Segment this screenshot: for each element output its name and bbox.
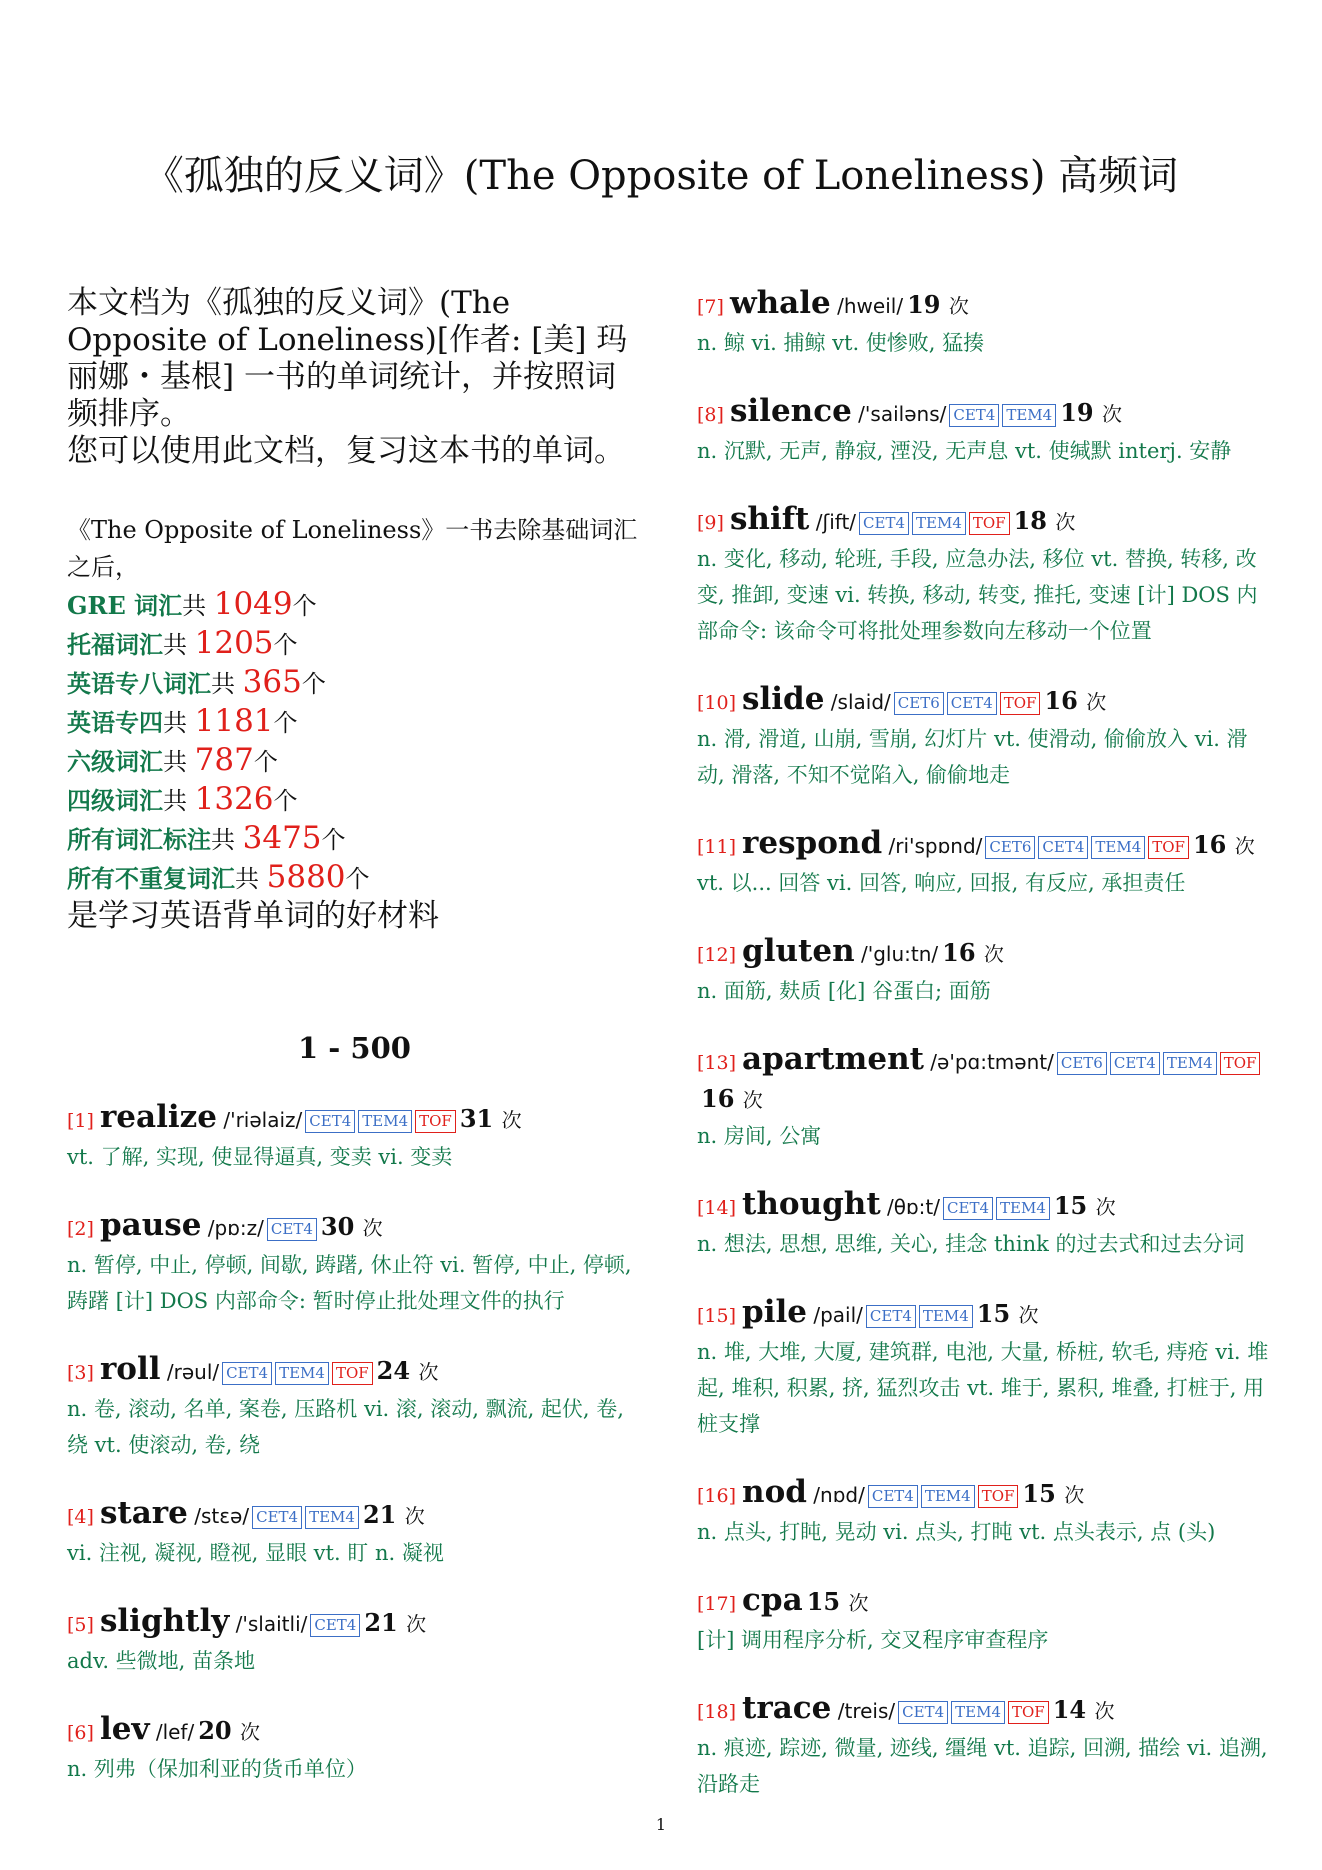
stat-label: 英语专八词汇 bbox=[67, 669, 211, 698]
stat-line bbox=[67, 820, 642, 859]
entry-count: 14 次 bbox=[1052, 1695, 1115, 1724]
entry-head bbox=[697, 501, 1272, 541]
range-heading: 1 - 500 bbox=[298, 1031, 411, 1065]
entry-phonetic: /θɒ:t/ bbox=[880, 1195, 941, 1219]
entry-count: 31 次 bbox=[459, 1104, 522, 1133]
times-unit: 次 bbox=[418, 1360, 439, 1384]
stat-mid: 共 bbox=[211, 826, 243, 854]
stat-unit: 个 bbox=[273, 709, 298, 737]
entry-count: 16 次 bbox=[1044, 686, 1107, 715]
level-tag: CET4 bbox=[866, 1305, 916, 1328]
entry-word: shift bbox=[729, 501, 810, 537]
level-tag: TOF bbox=[978, 1485, 1019, 1508]
entry-count: 15 次 bbox=[1022, 1479, 1085, 1508]
times-unit: 次 bbox=[1018, 1303, 1039, 1327]
entry-phonetic: /pɒ:z/ bbox=[201, 1216, 264, 1240]
entry-index: [6] bbox=[67, 1722, 100, 1744]
left-column bbox=[67, 285, 642, 1819]
times-unit: 次 bbox=[362, 1216, 383, 1240]
entry-index: [1] bbox=[67, 1110, 100, 1132]
word-entry bbox=[67, 1351, 642, 1463]
word-entry bbox=[697, 1690, 1272, 1802]
entry-count: 16 次 bbox=[1192, 830, 1255, 859]
level-tag: TEM4 bbox=[358, 1110, 412, 1133]
times-unit: 次 bbox=[404, 1504, 425, 1528]
entry-phonetic: /treis/ bbox=[831, 1699, 896, 1723]
stat-unit: 个 bbox=[321, 826, 346, 854]
entry-index: [11] bbox=[697, 836, 743, 858]
level-tag: CET4 bbox=[222, 1362, 272, 1385]
entry-index: [4] bbox=[67, 1506, 100, 1528]
entry-index: [13] bbox=[697, 1052, 743, 1074]
entry-definition: n. 面筋, 麸质 [化] 谷蛋白; 面筋 bbox=[697, 979, 991, 1003]
entry-head bbox=[697, 1690, 1272, 1730]
entry-head bbox=[67, 1207, 642, 1247]
level-tag: CET4 bbox=[252, 1506, 302, 1529]
entry-count: 16 次 bbox=[701, 1084, 763, 1113]
entry-count: 15 次 bbox=[806, 1587, 869, 1616]
entry-definition: n. 列弗（保加利亚的货币单位） bbox=[67, 1757, 367, 1781]
times-unit: 次 bbox=[501, 1108, 522, 1132]
entry-word: lev bbox=[99, 1711, 150, 1747]
entry-phonetic: /hweil/ bbox=[830, 294, 904, 318]
level-tag: TOF bbox=[969, 512, 1010, 535]
stat-line bbox=[67, 859, 642, 898]
entry-phonetic: /rəul/ bbox=[160, 1360, 220, 1384]
entry-definition: n. 房间, 公寓 bbox=[697, 1124, 822, 1148]
entry-phonetic: /stɛə/ bbox=[187, 1504, 250, 1528]
entry-index: [5] bbox=[67, 1614, 100, 1636]
entry-definition: [计] 调用程序分析, 交叉程序审查程序 bbox=[697, 1628, 1049, 1652]
entry-head bbox=[697, 393, 1272, 433]
entry-definition: vt. 以... 回答 vi. 回答, 响应, 回报, 有反应, 承担责任 bbox=[697, 871, 1186, 895]
entry-phonetic: /lef/ bbox=[149, 1720, 195, 1744]
word-entry bbox=[697, 825, 1272, 901]
stat-number: 787 bbox=[194, 742, 254, 778]
times-unit: 次 bbox=[239, 1720, 260, 1744]
entry-count: 15 次 bbox=[1053, 1191, 1116, 1220]
word-entry bbox=[697, 681, 1272, 793]
entry-head bbox=[67, 1711, 642, 1751]
stat-unit: 个 bbox=[253, 748, 278, 776]
entry-count: 20 次 bbox=[198, 1716, 260, 1745]
entry-index: [9] bbox=[697, 512, 730, 534]
entry-head bbox=[697, 1294, 1272, 1334]
entry-count: 18 次 bbox=[1013, 506, 1076, 535]
stat-line bbox=[67, 664, 642, 703]
times-unit: 次 bbox=[1086, 690, 1107, 714]
entry-definition: n. 想法, 思想, 思维, 关心, 挂念 think 的过去式和过去分词 bbox=[697, 1232, 1245, 1256]
entry-word: trace bbox=[742, 1690, 832, 1726]
entry-count: 16 次 bbox=[942, 938, 1004, 967]
stat-unit: 个 bbox=[273, 631, 298, 659]
entry-index: [7] bbox=[697, 296, 730, 318]
entry-phonetic: /pail/ bbox=[807, 1303, 863, 1327]
entry-head bbox=[697, 933, 1272, 973]
stat-mid: 共 bbox=[163, 787, 195, 815]
times-unit: 次 bbox=[1095, 1195, 1116, 1219]
entry-count: 15 次 bbox=[976, 1299, 1039, 1328]
stat-mid: 共 bbox=[182, 592, 214, 620]
stat-label: 所有词汇标注 bbox=[67, 825, 211, 854]
entry-phonetic: /'slaitli/ bbox=[229, 1612, 308, 1636]
intro-line-1: 本文档为《孤独的反义词》(The Opposite of Loneliness)[作者: [美] 玛丽娜・基根] 一书的单词统计，并按照词频排序。 bbox=[67, 285, 628, 432]
entry-word: apartment bbox=[742, 1041, 924, 1077]
stat-mid: 共 bbox=[211, 670, 243, 698]
level-tag: CET4 bbox=[1110, 1052, 1160, 1075]
entry-head bbox=[67, 1099, 642, 1139]
entry-head bbox=[67, 1603, 642, 1643]
intro-block bbox=[67, 285, 642, 470]
stat-number: 5880 bbox=[266, 859, 346, 895]
word-entry bbox=[67, 1603, 642, 1679]
stats-lead: 《The Opposite of Loneliness》一书去除基础词汇之后， bbox=[67, 516, 638, 581]
entry-definition: n. 鲸 vi. 捕鲸 vt. 使惨败, 猛揍 bbox=[697, 331, 985, 355]
entry-head bbox=[697, 1041, 1272, 1118]
times-unit: 次 bbox=[1234, 834, 1255, 858]
entry-definition: n. 卷, 滚动, 名单, 案卷, 压路机 vi. 滚, 滚动, 飘流, 起伏, 卷, 绕 vt. 使滚动, 卷, 绕 bbox=[67, 1397, 624, 1457]
entry-index: [18] bbox=[697, 1701, 743, 1723]
entry-head bbox=[697, 681, 1272, 721]
entry-word: nod bbox=[742, 1474, 807, 1510]
level-tag: TEM4 bbox=[275, 1362, 329, 1385]
entry-word: pause bbox=[99, 1207, 202, 1243]
entry-word: thought bbox=[742, 1186, 881, 1222]
entry-head bbox=[697, 1474, 1272, 1514]
word-entry bbox=[697, 393, 1272, 469]
word-entry bbox=[697, 501, 1272, 649]
entry-index: [3] bbox=[67, 1362, 100, 1384]
level-tag: TEM4 bbox=[1002, 404, 1056, 427]
entry-count: 30 次 bbox=[320, 1212, 383, 1241]
level-tag: TEM4 bbox=[951, 1701, 1005, 1724]
word-entry bbox=[697, 285, 1272, 361]
entry-definition: n. 点头, 打盹, 晃动 vi. 点头, 打盹 vt. 点头表示, 点 (头) bbox=[697, 1520, 1216, 1544]
level-tag: TEM4 bbox=[921, 1485, 975, 1508]
intro-line-2: 您可以使用此文档，复习这本书的单词。 bbox=[67, 433, 625, 469]
times-unit: 次 bbox=[1101, 402, 1122, 426]
entry-phonetic: /ʃift/ bbox=[809, 510, 857, 534]
entry-count: 24 次 bbox=[376, 1356, 439, 1385]
level-tag: TEM4 bbox=[305, 1506, 359, 1529]
times-unit: 次 bbox=[742, 1088, 763, 1112]
entry-index: [10] bbox=[697, 692, 743, 714]
entry-index: [2] bbox=[67, 1218, 100, 1240]
level-tag: TEM4 bbox=[996, 1197, 1050, 1220]
word-entry bbox=[67, 1711, 642, 1787]
word-entry bbox=[697, 933, 1272, 1009]
entry-count: 21 次 bbox=[362, 1500, 425, 1529]
times-unit: 次 bbox=[948, 294, 969, 318]
stats-list bbox=[67, 586, 642, 898]
entry-word: realize bbox=[99, 1099, 217, 1135]
entry-definition: n. 堆, 大堆, 大厦, 建筑群, 电池, 大量, 桥桩, 软毛, 痔疮 vi. 堆起, 堆积, 积累, 挤, 猛烈攻击 vt. 堆于, 累积, 堆叠, 打桩于, 用桩支撑 bbox=[697, 1340, 1269, 1436]
times-unit: 次 bbox=[1094, 1699, 1115, 1723]
entry-head bbox=[67, 1351, 642, 1391]
level-tag: TOF bbox=[1008, 1701, 1049, 1724]
entry-phonetic: /'sailəns/ bbox=[851, 402, 947, 426]
stat-unit: 个 bbox=[273, 787, 298, 815]
level-tag: CET4 bbox=[859, 512, 909, 535]
stat-label: 六级词汇 bbox=[67, 747, 163, 776]
entry-definition: n. 沉默, 无声, 静寂, 湮没, 无声息 vt. 使缄默 interj. 安静 bbox=[697, 439, 1232, 463]
stat-number: 1205 bbox=[194, 625, 274, 661]
stat-unit: 个 bbox=[292, 592, 317, 620]
entry-head bbox=[697, 1186, 1272, 1226]
entry-count: 19 次 bbox=[1060, 398, 1122, 427]
level-tag: CET4 bbox=[267, 1218, 317, 1241]
stat-label: 托福词汇 bbox=[67, 630, 163, 659]
stat-number: 1326 bbox=[194, 781, 274, 817]
entry-count: 19 次 bbox=[907, 290, 969, 319]
times-unit: 次 bbox=[983, 942, 1004, 966]
entry-word: pile bbox=[742, 1294, 807, 1330]
level-tag: CET4 bbox=[1038, 836, 1088, 859]
level-tag: CET6 bbox=[985, 836, 1035, 859]
stat-line bbox=[67, 781, 642, 820]
document-title: 《孤独的反义词》(The Opposite of Loneliness) 高频词 bbox=[143, 153, 1179, 199]
level-tag: TOF bbox=[332, 1362, 373, 1385]
level-tag: TOF bbox=[1000, 692, 1041, 715]
stat-number: 1181 bbox=[194, 703, 274, 739]
entry-head bbox=[697, 285, 1272, 325]
level-tag: TOF bbox=[415, 1110, 456, 1133]
times-unit: 次 bbox=[848, 1591, 869, 1615]
times-unit: 次 bbox=[1055, 510, 1076, 534]
level-tag: TEM4 bbox=[919, 1305, 973, 1328]
times-unit: 次 bbox=[1064, 1483, 1085, 1507]
level-tag: TOF bbox=[1220, 1052, 1261, 1075]
stat-number: 1049 bbox=[213, 586, 293, 622]
stat-label: 英语专四 bbox=[67, 708, 163, 737]
stat-mid: 共 bbox=[163, 709, 195, 737]
stat-number: 3475 bbox=[242, 820, 322, 856]
level-tag: CET4 bbox=[898, 1701, 948, 1724]
stat-unit: 个 bbox=[301, 670, 326, 698]
entry-phonetic: /nɒd/ bbox=[806, 1483, 865, 1507]
stat-line bbox=[67, 742, 642, 781]
level-tag: TEM4 bbox=[1091, 836, 1145, 859]
word-entry bbox=[67, 1207, 642, 1319]
level-tag: CET4 bbox=[949, 404, 999, 427]
level-tag: CET4 bbox=[868, 1485, 918, 1508]
entry-index: [17] bbox=[697, 1593, 743, 1615]
entry-definition: n. 暂停, 中止, 停顿, 间歇, 踌躇, 休止符 vi. 暂停, 中止, 停顿, 踌躇 [计] DOS 内部命令: 暂时停止批处理文件的执行 bbox=[67, 1253, 632, 1313]
entry-word: slide bbox=[742, 681, 825, 717]
level-tag: CET4 bbox=[310, 1614, 360, 1637]
entry-head bbox=[67, 1495, 642, 1535]
right-column bbox=[697, 285, 1272, 1834]
word-entry bbox=[67, 1099, 642, 1175]
entry-definition: n. 滑, 滑道, 山崩, 雪崩, 幻灯片 vt. 使滑动, 偷偷放入 vi. 滑动, 滑落, 不知不觉陷入, 偷偷地走 bbox=[697, 727, 1248, 787]
level-tag: CET4 bbox=[943, 1197, 993, 1220]
word-entry bbox=[697, 1041, 1272, 1154]
word-entry bbox=[697, 1582, 1272, 1658]
level-tag: TEM4 bbox=[1163, 1052, 1217, 1075]
entry-head bbox=[697, 1582, 1272, 1622]
entry-phonetic: /'glu:tn/ bbox=[854, 942, 939, 966]
entry-definition: adv. 些微地, 苗条地 bbox=[67, 1649, 256, 1673]
entry-phonetic: /slaid/ bbox=[824, 690, 891, 714]
level-tag: CET6 bbox=[1057, 1052, 1107, 1075]
entry-index: [8] bbox=[697, 404, 730, 426]
entry-word: respond bbox=[742, 825, 883, 861]
entry-phonetic: /ri'spɒnd/ bbox=[882, 834, 983, 858]
stat-mid: 共 bbox=[163, 748, 195, 776]
entry-word: whale bbox=[729, 285, 831, 321]
entry-definition: n. 变化, 移动, 轮班, 手段, 应急办法, 移位 vt. 替换, 转移, 改变, 推卸, 变速 vi. 转换, 移动, 转变, 推托, 变速 [计] DOS 内部命令: 该命令可将批处理参数向左移动一个位置 bbox=[697, 547, 1258, 643]
entry-word: slightly bbox=[99, 1603, 230, 1639]
word-entry bbox=[67, 1495, 642, 1571]
word-entry bbox=[697, 1186, 1272, 1262]
entry-definition: n. 痕迹, 踪迹, 微量, 迹线, 缰绳 vt. 追踪, 回溯, 描绘 vi. 追溯, 沿路走 bbox=[697, 1736, 1268, 1796]
level-tag: CET6 bbox=[894, 692, 944, 715]
stat-line bbox=[67, 586, 642, 625]
stats-closing: 是学习英语背单词的好材料 bbox=[67, 898, 439, 934]
stat-mid: 共 bbox=[235, 865, 267, 893]
entry-index: [14] bbox=[697, 1197, 743, 1219]
entry-definition: vi. 注视, 凝视, 瞪视, 显眼 vt. 盯 n. 凝视 bbox=[67, 1541, 444, 1565]
stat-unit: 个 bbox=[345, 865, 370, 893]
stat-label: 所有不重复词汇 bbox=[67, 864, 235, 893]
entry-word: silence bbox=[729, 393, 852, 429]
stat-line bbox=[67, 703, 642, 742]
stat-label: GRE 词汇 bbox=[67, 591, 183, 620]
times-unit: 次 bbox=[406, 1612, 427, 1636]
entry-index: [12] bbox=[697, 944, 743, 966]
entries-right bbox=[697, 285, 1272, 1802]
entry-word: stare bbox=[99, 1495, 188, 1531]
level-tag: CET4 bbox=[947, 692, 997, 715]
stat-number: 365 bbox=[242, 664, 302, 700]
level-tag: CET4 bbox=[305, 1110, 355, 1133]
entry-phonetic: /'riəlaiz/ bbox=[216, 1108, 303, 1132]
entry-index: [15] bbox=[697, 1305, 743, 1327]
entry-index: [16] bbox=[697, 1485, 743, 1507]
stats-block bbox=[67, 512, 642, 935]
stat-mid: 共 bbox=[163, 631, 195, 659]
entry-word: gluten bbox=[742, 933, 855, 969]
level-tag: TEM4 bbox=[912, 512, 966, 535]
entry-count: 21 次 bbox=[364, 1608, 427, 1637]
stat-line bbox=[67, 625, 642, 664]
word-entry bbox=[697, 1294, 1272, 1442]
entry-head bbox=[697, 825, 1272, 865]
level-tag: TOF bbox=[1148, 836, 1189, 859]
entry-word: roll bbox=[99, 1351, 161, 1387]
page-number: 1 bbox=[655, 1815, 667, 1834]
word-entry bbox=[697, 1474, 1272, 1550]
stat-label: 四级词汇 bbox=[67, 786, 163, 815]
entry-phonetic: /ə'pɑ:tmənt/ bbox=[923, 1050, 1054, 1074]
entry-definition: vt. 了解, 实现, 使显得逼真, 变卖 vi. 变卖 bbox=[67, 1145, 453, 1169]
entry-word: cpa bbox=[742, 1582, 803, 1618]
entries-left bbox=[67, 1099, 642, 1787]
